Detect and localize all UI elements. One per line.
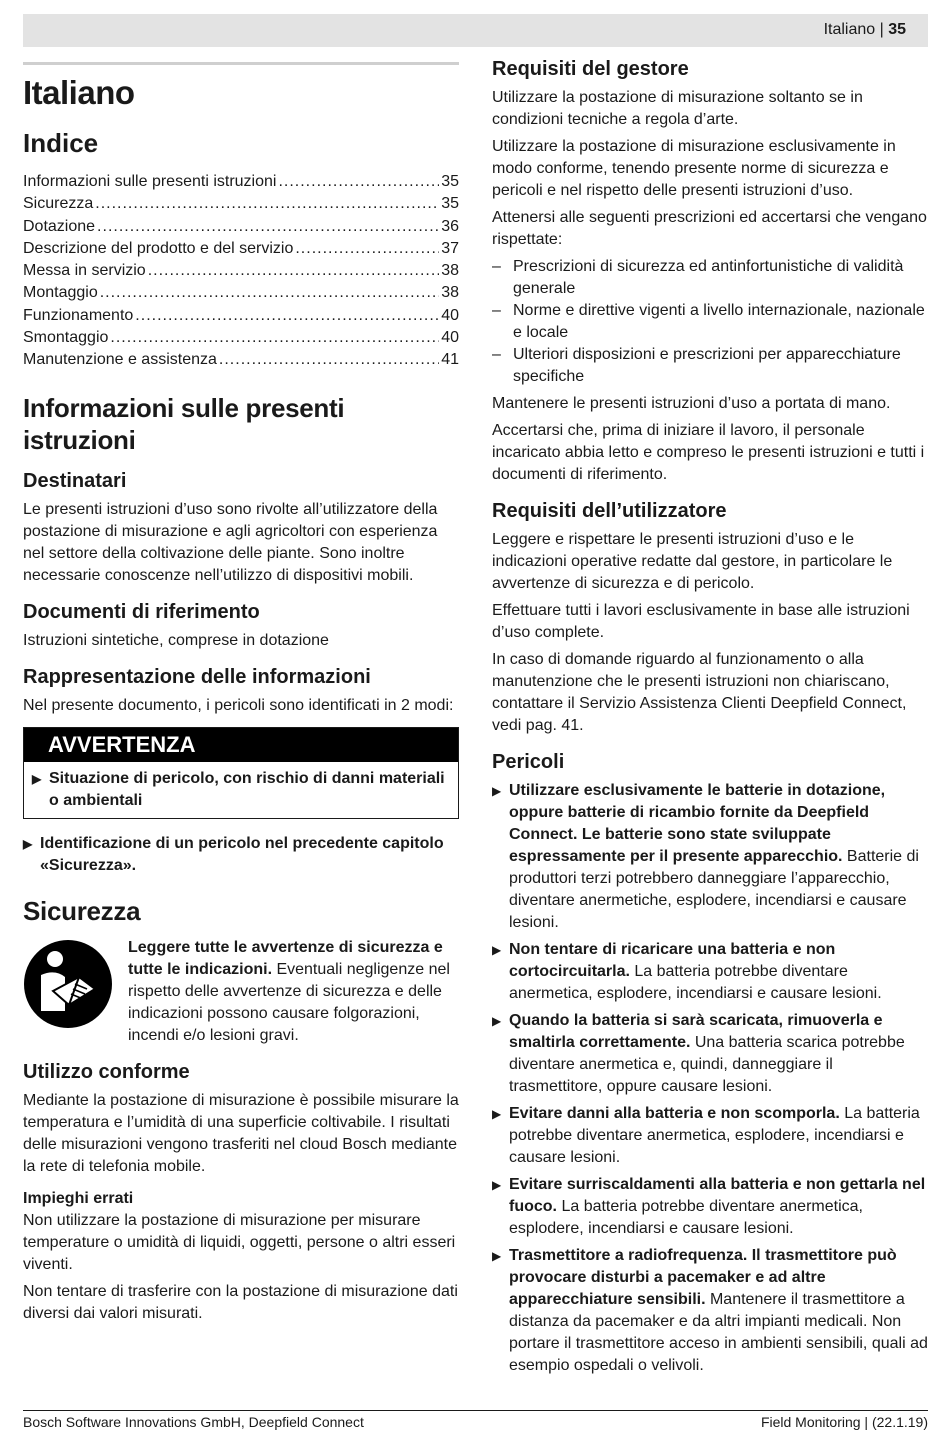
toc-entry[interactable]: Montaggio ..... 38 bbox=[23, 282, 459, 304]
arrow-right-icon: ▶ bbox=[492, 1107, 502, 1121]
utilizzatore-p3: In caso di domande riguardo al funzionamento o alla manutenzione che le presenti istruzioni non chiariscano, contattare il Servizio Assistenza Clienti Deepfield Connect, vedi pag. 41. bbox=[492, 651, 907, 734]
toc-entry[interactable]: Funzionamento ..... 40 bbox=[23, 305, 459, 327]
header-bar bbox=[23, 14, 928, 47]
sicurezza-title: Sicurezza bbox=[23, 895, 141, 926]
safety-notice bbox=[23, 937, 459, 1047]
toc-entry[interactable]: Informazioni sulle presenti istruzioni ..... 35 bbox=[23, 171, 459, 193]
utilizzatore-p2: Effettuare tutti i lavori esclusivamente in base alle istruzioni d’uso complete. bbox=[492, 602, 910, 641]
gestore-list-item: – Prescrizioni di sicurezza ed antinfortunistiche di validità generale bbox=[492, 258, 904, 297]
impieghi-text-2: Non tentare di trasferire con la postazione di misurazione dati diversi dai valori misurati. bbox=[23, 1282, 458, 1322]
footer-left: Bosch Software Innovations GmbH, Deepfield Connect bbox=[23, 1414, 364, 1430]
identification-note: ▶ Identificazione di un pericolo nel precedente capitolo «Sicurezza». bbox=[23, 833, 459, 877]
hazard-item: ▶ Non tentare di ricaricare una batteria e non cortocircuitarla. La batteria potrebbe diventare anermetica, esplodere, incendiarsi e causare lesioni. bbox=[492, 939, 928, 1005]
hazard-item: ▶ Utilizzare esclusivamente le batterie in dotazione, oppure batterie di ricambio fornite da Deepfield Connect. Le batterie sono state sviluppate espressamente per il presente apparecchio. Batterie di produttori terzi potrebbero danneggiare l’apparecchio, diventare anermetiche, esplodere, incendiarsi e causare lesioni. bbox=[492, 780, 928, 934]
hazard-item: ▶ Evitare danni alla batteria e non scomporla. La batteria potrebbe diventare anermetica, esplodere, incendiarsi e causare lesioni. bbox=[492, 1103, 928, 1169]
toc-title: Indice bbox=[23, 128, 99, 158]
toc-entry[interactable]: Dotazione ..... 36 bbox=[23, 216, 459, 238]
warning-text: Situazione di pericolo, con rischio di danni materiali o ambientali bbox=[49, 769, 445, 809]
documenti-text: Istruzioni sintetiche, comprese in dotazione bbox=[23, 631, 329, 649]
header-language: Italiano bbox=[823, 21, 876, 38]
destinatari-text: Le presenti istruzioni d’uso sono rivolte all’utilizzatore della postazione di misurazione e agli agricoltori con esperienza nel settore della coltivazione delle piante. Sono inoltre necessarie conoscenze nell’utilizzo di dispositivi mobili. bbox=[23, 500, 438, 584]
right-column bbox=[492, 56, 928, 1382]
arrow-right-icon: ▶ bbox=[492, 943, 502, 957]
hazard-item: ▶ Trasmettitore a radiofrequenza. Il trasmettitore può provocare disturbi a pacemaker e ad altre apparecchiature sensibili. Mantenere il trasmettitore a distanza da pacemaker e da altri impianti medicali. Non portare il trasmettitore acceso in ambienti sensibili, quali ad esempio ospedali o velivoli. bbox=[492, 1245, 928, 1377]
footer-rule bbox=[23, 1410, 928, 1411]
toc-entry[interactable]: Smontaggio ..... 40 bbox=[23, 327, 459, 349]
pericoli-heading: Pericoli bbox=[492, 751, 565, 773]
page-number: 35 bbox=[888, 21, 906, 38]
gestore-p5: Accertarsi che, prima di iniziare il lavoro, il personale incaricato abbia letto e compreso le presenti istruzioni e tutti i documenti di riferimento. bbox=[492, 422, 925, 483]
gestore-p1: Utilizzare la postazione di misurazione soltanto se in condizioni tecniche a regola d’arte. bbox=[492, 89, 863, 128]
rappresentazione-heading: Rappresentazione delle informazioni bbox=[23, 665, 371, 688]
rappresentazione-text: Nel presente documento, i pericoli sono identificati in 2 modi: bbox=[23, 696, 454, 714]
gestore-p2: Utilizzare la postazione di misurazione esclusivamente in modo conforme, tenendo presente norme di sicurezza e pericoli e nel rispetto delle presenti istruzioni d’uso. bbox=[492, 138, 896, 199]
warning-item bbox=[24, 762, 458, 818]
gestore-list-item: – Norme e direttive vigenti a livello internazionale, nazionale e locale bbox=[492, 302, 925, 341]
arrow-right-icon: ▶ bbox=[32, 771, 42, 786]
read-manual-icon bbox=[23, 939, 113, 1029]
arrow-right-icon: ▶ bbox=[492, 1178, 502, 1192]
hazard-item: ▶ Quando la batteria si sarà scaricata, rimuoverla e smaltirla correttamente. Una batteria scarica potrebbe diventare anermetica e, quindi, danneggiare il trasmettitore, oppure causare lesioni. bbox=[492, 1010, 928, 1098]
safety-text: Leggere tutte le avvertenze di sicurezza e tutte le indicazioni. Eventuali negligenze nel rispetto delle avvertenze di sicurezza e delle indicazioni possono causare folgorazioni, incendi e/o lesioni gravi. bbox=[128, 938, 450, 1044]
table-of-contents bbox=[23, 171, 459, 372]
warning-box bbox=[23, 727, 459, 819]
utilizzo-text: Mediante la postazione di misurazione è possibile misurare la temperatura e l’umidità di una superficie coltivabile. I risultati delle misurazioni vengono trasferiti nel cloud Bosch mediante la rete di telefonia mobile. bbox=[23, 1091, 459, 1175]
arrow-right-icon: ▶ bbox=[492, 1014, 502, 1028]
arrow-right-icon: ▶ bbox=[23, 836, 33, 851]
warning-label: AVVERTENZA bbox=[24, 728, 458, 762]
impieghi-heading: Impieghi errati bbox=[23, 1189, 134, 1207]
utilizzatore-p1: Leggere e rispettare le presenti istruzioni d’uso e le indicazioni operative redatte dal gestore, in particolare le avvertenze di sicurezza e di pericolo. bbox=[492, 531, 893, 592]
gestore-p3: Attenersi alle seguenti prescrizioni ed accertarsi che vengano rispettate: bbox=[492, 209, 927, 248]
language-title: Italiano bbox=[23, 74, 135, 111]
gestore-heading: Requisiti del gestore bbox=[492, 58, 689, 80]
gestore-list-item: – Ulteriori disposizioni e prescrizioni per apparecchiature specifiche bbox=[492, 346, 901, 385]
footer-right: Field Monitoring | (22.1.19) bbox=[760, 1414, 928, 1430]
impieghi-text-1: Non utilizzare la postazione di misurazione per misurare temperature o umidità di liquidi, oggetti, persone o altri esseri viventi. bbox=[23, 1211, 456, 1273]
top-rule bbox=[23, 62, 459, 65]
arrow-right-icon: ▶ bbox=[492, 784, 502, 798]
arrow-right-icon: ▶ bbox=[492, 1249, 502, 1263]
utilizzo-heading: Utilizzo conforme bbox=[23, 1060, 190, 1083]
toc-entry[interactable]: Messa in servizio ..... 38 bbox=[23, 260, 459, 282]
left-column bbox=[23, 62, 459, 1330]
gestore-p4: Mantenere le presenti istruzioni d’uso a portata di mano. bbox=[492, 395, 891, 412]
toc-entry[interactable]: Descrizione del prodotto e del servizio ..... 37 bbox=[23, 238, 459, 260]
hazard-item: ▶ Evitare surriscaldamenti alla batteria e non gettarla nel fuoco. La batteria potrebbe diventare anermetica, esplodere, incendiarsi e causare lesioni. bbox=[492, 1174, 928, 1240]
documenti-heading: Documenti di riferimento bbox=[23, 600, 260, 623]
toc-entry[interactable]: Sicurezza ..... 35 bbox=[23, 193, 459, 215]
page-header: Italiano | 35 bbox=[823, 21, 906, 38]
destinatari-heading: Destinatari bbox=[23, 469, 127, 492]
toc-entry[interactable]: Manutenzione e assistenza ..... 41 bbox=[23, 349, 459, 371]
utilizzatore-heading: Requisiti dell’utilizzatore bbox=[492, 500, 727, 522]
info-section-title: Informazioni sulle presenti istruzioni bbox=[23, 392, 345, 455]
